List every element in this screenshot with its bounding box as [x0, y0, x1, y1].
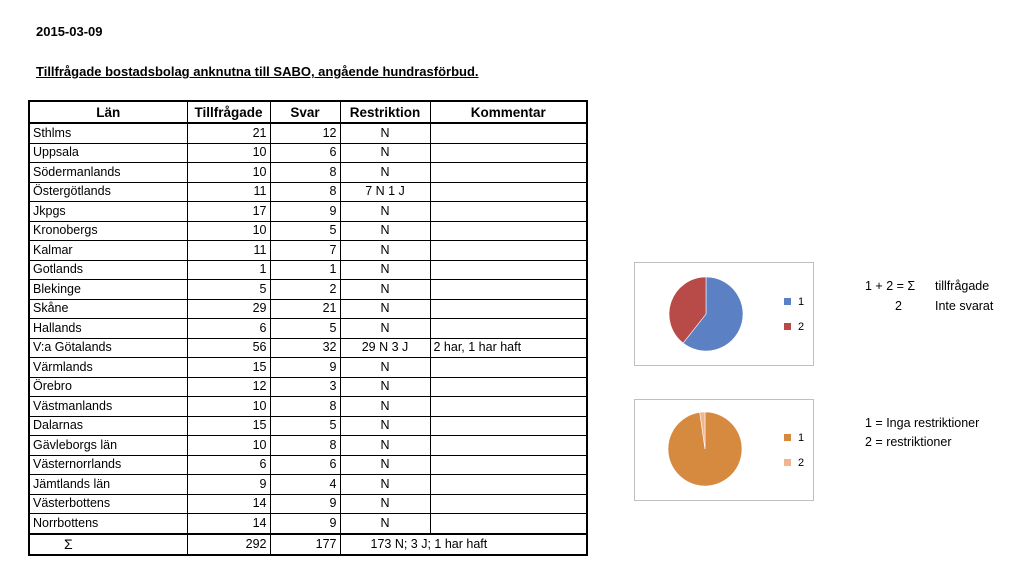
cell-restriktion: N: [340, 319, 430, 339]
cell-tillfragade: 10: [187, 397, 270, 417]
cell-kommentar: 2 har, 1 har haft: [430, 338, 587, 358]
cell-lan: Skåne: [29, 299, 187, 319]
cell-tillfragade: 1: [187, 260, 270, 280]
cell-kommentar: [430, 475, 587, 495]
cell-kommentar: [430, 123, 587, 143]
cell-lan: Sthlms: [29, 123, 187, 143]
cell-lan: Södermanlands: [29, 163, 187, 183]
cell-svar: 5: [270, 416, 340, 436]
table-header-row: [29, 101, 587, 123]
table-row: [29, 397, 587, 417]
cell-kommentar: [430, 280, 587, 300]
table-row: [29, 514, 587, 534]
cell-restriktion: N: [340, 123, 430, 143]
cell-restriktion: N: [340, 241, 430, 261]
cell-kommentar: [430, 202, 587, 222]
cell-kommentar: [430, 221, 587, 241]
table-row: [29, 260, 587, 280]
table-sum-row: [29, 534, 587, 555]
cell-tillfragade: 56: [187, 338, 270, 358]
response-pie-svg: [635, 263, 813, 365]
cell-svar: 3: [270, 377, 340, 397]
cell-restriktion: N: [340, 143, 430, 163]
legend-swatch-2: [784, 323, 791, 330]
note-inte-svarat: Inte svarat: [935, 299, 994, 313]
cell-kommentar: [430, 397, 587, 417]
cell-kommentar: [430, 455, 587, 475]
table-row: [29, 163, 587, 183]
cell-svar: 6: [270, 143, 340, 163]
cell-kommentar: [430, 494, 587, 514]
cell-svar: 32: [270, 338, 340, 358]
cell-kommentar: [430, 436, 587, 456]
note-formula: 1 + 2 = Σ: [865, 279, 916, 293]
cell-restriktion: N: [340, 416, 430, 436]
cell-kommentar: [430, 319, 587, 339]
table-row: [29, 221, 587, 241]
cell-lan: V:a Götalands: [29, 338, 187, 358]
cell-svar: 4: [270, 475, 340, 495]
table-row: [29, 494, 587, 514]
table-row: [29, 358, 587, 378]
cell-lan: Kalmar: [29, 241, 187, 261]
cell-kommentar: [430, 377, 587, 397]
cell-svar: 12: [270, 123, 340, 143]
legend-swatch-2: [784, 459, 791, 466]
document-title: Tillfrågade bostadsbolag anknutna till SABO, angående hundrasförbud.: [36, 64, 479, 79]
cell-restriktion: N: [340, 202, 430, 222]
cell-restriktion: N: [340, 299, 430, 319]
cell-tillfragade: 11: [187, 182, 270, 202]
sum-svar: 177: [270, 534, 340, 555]
table-row: [29, 338, 587, 358]
legend-label-2: 2: [798, 321, 805, 333]
cell-kommentar: [430, 299, 587, 319]
cell-kommentar: [430, 260, 587, 280]
cell-svar: 5: [270, 319, 340, 339]
cell-lan: Hallands: [29, 319, 187, 339]
legend-label-1: 1: [798, 296, 805, 308]
cell-restriktion: 29 N 3 J: [340, 338, 430, 358]
legend-swatch-1: [784, 434, 791, 441]
cell-restriktion: N: [340, 514, 430, 534]
table-row: [29, 123, 587, 143]
cell-lan: Östergötlands: [29, 182, 187, 202]
cell-restriktion: N: [340, 260, 430, 280]
response-pie-chart: [634, 262, 814, 366]
cell-tillfragade: 10: [187, 163, 270, 183]
cell-tillfragade: 14: [187, 514, 270, 534]
sum-tillfragade: 292: [187, 534, 270, 555]
cell-restriktion: N: [340, 494, 430, 514]
cell-restriktion: N: [340, 221, 430, 241]
note-tillfragade: tillfrågade: [935, 279, 990, 293]
cell-restriktion: N: [340, 358, 430, 378]
cell-kommentar: [430, 182, 587, 202]
cell-lan: Jämtlands län: [29, 475, 187, 495]
cell-svar: 8: [270, 397, 340, 417]
cell-tillfragade: 12: [187, 377, 270, 397]
header-kommentar: Kommentar: [430, 101, 587, 123]
note-num-2: 2: [895, 299, 902, 313]
cell-lan: Uppsala: [29, 143, 187, 163]
cell-kommentar: [430, 163, 587, 183]
cell-svar: 21: [270, 299, 340, 319]
cell-svar: 9: [270, 494, 340, 514]
cell-kommentar: [430, 416, 587, 436]
cell-kommentar: [430, 358, 587, 378]
survey-table: [28, 100, 588, 556]
cell-svar: 8: [270, 182, 340, 202]
cell-lan: Norrbottens: [29, 514, 187, 534]
cell-svar: 6: [270, 455, 340, 475]
table-row: [29, 299, 587, 319]
cell-kommentar: [430, 241, 587, 261]
cell-tillfragade: 15: [187, 358, 270, 378]
cell-tillfragade: 10: [187, 143, 270, 163]
cell-lan: Jkpgs: [29, 202, 187, 222]
cell-svar: 9: [270, 514, 340, 534]
cell-tillfragade: 5: [187, 280, 270, 300]
legend-label-2: 2: [798, 457, 805, 469]
note-inga-restriktioner: 1 = Inga restriktioner: [865, 416, 980, 430]
table-row: [29, 416, 587, 436]
cell-restriktion: N: [340, 280, 430, 300]
cell-tillfragade: 6: [187, 319, 270, 339]
cell-restriktion: N: [340, 377, 430, 397]
header-tillfragade: Tillfrågade: [187, 101, 270, 123]
document-date: 2015-03-09: [36, 24, 103, 39]
cell-restriktion: N: [340, 436, 430, 456]
header-lan: Län: [29, 101, 187, 123]
legend-swatch-1: [784, 298, 791, 305]
cell-restriktion: N: [340, 455, 430, 475]
header-restriktion: Restriktion: [340, 101, 430, 123]
table-row: [29, 377, 587, 397]
cell-svar: 2: [270, 280, 340, 300]
cell-lan: Örebro: [29, 377, 187, 397]
cell-restriktion: N: [340, 163, 430, 183]
cell-lan: Västernorrlands: [29, 455, 187, 475]
cell-svar: 8: [270, 163, 340, 183]
cell-tillfragade: 17: [187, 202, 270, 222]
header-svar: Svar: [270, 101, 340, 123]
cell-tillfragade: 9: [187, 475, 270, 495]
cell-svar: 5: [270, 221, 340, 241]
cell-tillfragade: 11: [187, 241, 270, 261]
cell-lan: Gävleborgs län: [29, 436, 187, 456]
cell-kommentar: [430, 514, 587, 534]
legend-label-1: 1: [798, 432, 805, 444]
cell-tillfragade: 29: [187, 299, 270, 319]
cell-lan: Blekinge: [29, 280, 187, 300]
sum-restriktion: 173 N; 3 J; 1 har haft: [340, 534, 587, 555]
table-row: [29, 143, 587, 163]
cell-lan: Kronobergs: [29, 221, 187, 241]
cell-tillfragade: 10: [187, 436, 270, 456]
table-row: [29, 319, 587, 339]
table-row: [29, 241, 587, 261]
cell-tillfragade: 15: [187, 416, 270, 436]
table-row: [29, 202, 587, 222]
cell-lan: Dalarnas: [29, 416, 187, 436]
cell-kommentar: [430, 143, 587, 163]
cell-svar: 9: [270, 202, 340, 222]
table-body: [29, 123, 587, 534]
cell-lan: Gotlands: [29, 260, 187, 280]
cell-tillfragade: 14: [187, 494, 270, 514]
table-row: [29, 182, 587, 202]
cell-svar: 7: [270, 241, 340, 261]
cell-tillfragade: 6: [187, 455, 270, 475]
cell-restriktion: 7 N 1 J: [340, 182, 430, 202]
cell-svar: 1: [270, 260, 340, 280]
table-row: [29, 455, 587, 475]
table-row: [29, 280, 587, 300]
restriction-pie-chart: [634, 399, 814, 501]
cell-lan: Värmlands: [29, 358, 187, 378]
table-row: [29, 475, 587, 495]
cell-svar: 8: [270, 436, 340, 456]
cell-svar: 9: [270, 358, 340, 378]
cell-restriktion: N: [340, 397, 430, 417]
cell-tillfragade: 10: [187, 221, 270, 241]
table-row: [29, 436, 587, 456]
note-restriktioner: 2 = restriktioner: [865, 435, 952, 449]
sum-symbol: Σ: [29, 534, 187, 555]
restriction-pie-svg: [635, 400, 813, 500]
cell-restriktion: N: [340, 475, 430, 495]
cell-lan: Västmanlands: [29, 397, 187, 417]
cell-tillfragade: 21: [187, 123, 270, 143]
cell-lan: Västerbottens: [29, 494, 187, 514]
